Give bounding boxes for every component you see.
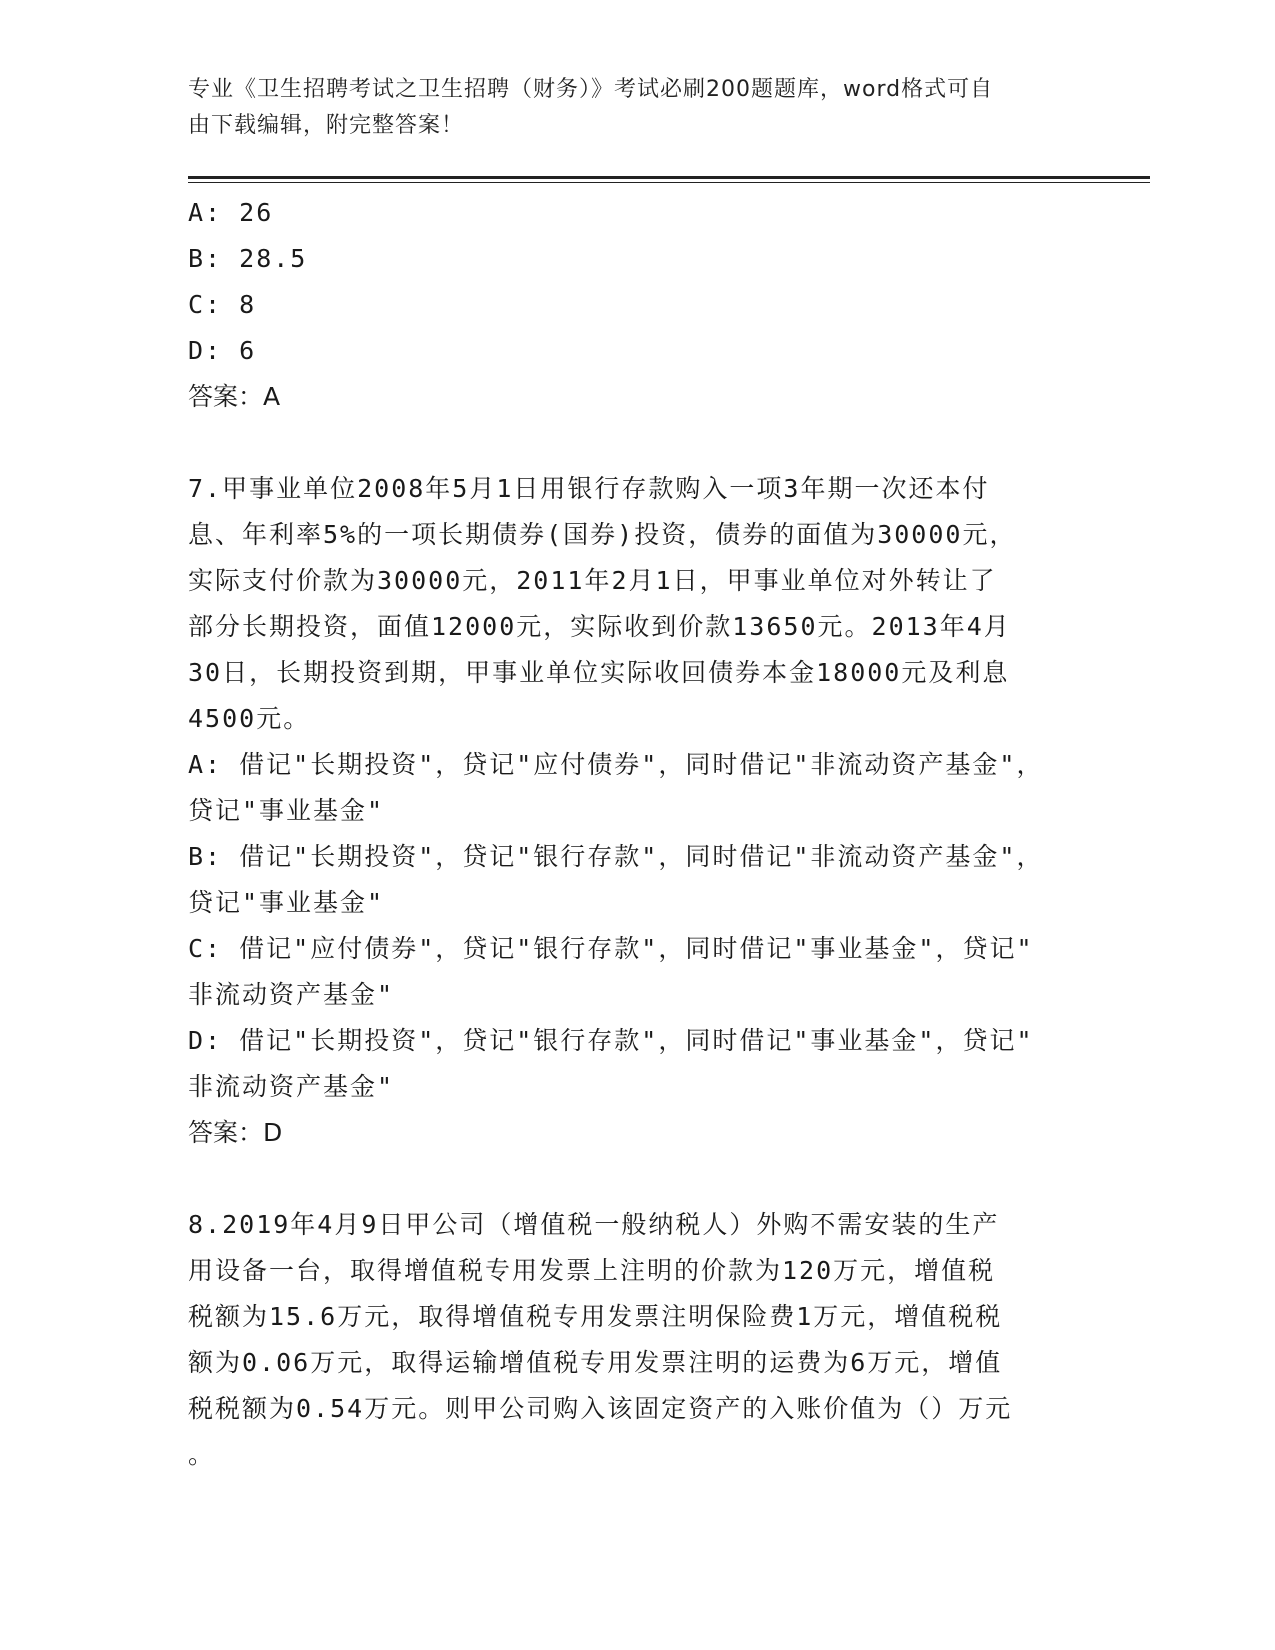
option-d: D: 借记"长期投资"，贷记"银行存款"，同时借记"事业基金"，贷记" — [188, 1026, 1034, 1055]
question-7-line: 30日，长期投资到期，甲事业单位实际收回债券本金18000元及利息 — [188, 658, 1010, 687]
question-7-stem — [188, 466, 1068, 742]
option-c-cont: 非流动资产基金" — [188, 980, 395, 1009]
question-8-line: 额为0.06万元，取得运输增值税专用发票注明的运费为6万元，增值 — [188, 1348, 1003, 1377]
option-b: B: 借记"长期投资"，贷记"银行存款"，同时借记"非流动资产基金"， — [188, 842, 1044, 871]
question-8-stem — [188, 1202, 1068, 1478]
question-6-answer: 答案：A — [188, 382, 281, 411]
option-d-cont: 非流动资产基金" — [188, 1072, 395, 1101]
question-7-answer: 答案：D — [188, 1118, 283, 1147]
question-8-line: 8.2019年4月9日甲公司（增值税一般纳税人）外购不需安装的生产 — [188, 1210, 1000, 1239]
header-rule-thin — [188, 182, 1150, 183]
option-a: A: 26 — [188, 198, 274, 227]
question-7-line: 部分长期投资，面值12000元，实际收到价款13650元。2013年4月 — [188, 612, 1011, 641]
spacer — [188, 1156, 1068, 1202]
option-b-cont: 贷记"事业基金" — [188, 888, 385, 917]
option-a-cont: 贷记"事业基金" — [188, 796, 385, 825]
spacer — [188, 420, 1068, 466]
question-7-line: 4500元。 — [188, 704, 311, 733]
question-7-line: 息、年利率5%的一项长期债券(国券)投资，债券的面值为30000元， — [188, 520, 1017, 549]
question-6-options — [188, 190, 1068, 374]
question-8-line: 用设备一台，取得增值税专用发票上注明的价款为120万元，增值税 — [188, 1256, 996, 1285]
question-7-line: 实际支付价款为30000元，2011年2月1日，甲事业单位对外转让了 — [188, 566, 997, 595]
option-c: C: 8 — [188, 290, 257, 319]
question-8-line: 税额为15.6万元，取得增值税专用发票注明保险费1万元，增值税税 — [188, 1302, 1003, 1331]
option-d: D: 6 — [188, 336, 257, 365]
question-8-line: 。 — [188, 1440, 216, 1469]
option-c: C: 借记"应付债券"，贷记"银行存款"，同时借记"事业基金"，贷记" — [188, 934, 1034, 963]
question-8-line: 税税额为0.54万元。则甲公司购入该固定资产的入账价值为（）万元 — [188, 1394, 1013, 1423]
header-rule-thick — [188, 176, 1150, 179]
question-7-options — [188, 742, 1068, 1110]
option-a: A: 借记"长期投资"，贷记"应付债券"，同时借记"非流动资产基金"， — [188, 750, 1044, 779]
document-body — [188, 190, 1068, 1478]
document-header — [188, 72, 1068, 144]
option-b: B: 28.5 — [188, 244, 308, 273]
question-7-line: 7.甲事业单位2008年5月1日用银行存款购入一项3年期一次还本付 — [188, 474, 990, 503]
header-line-2: 由下载编辑，附完整答案！ — [188, 113, 465, 138]
header-line-1: 专业《卫生招聘考试之卫生招聘（财务）》考试必刷200题题库，word格式可自 — [188, 77, 994, 102]
